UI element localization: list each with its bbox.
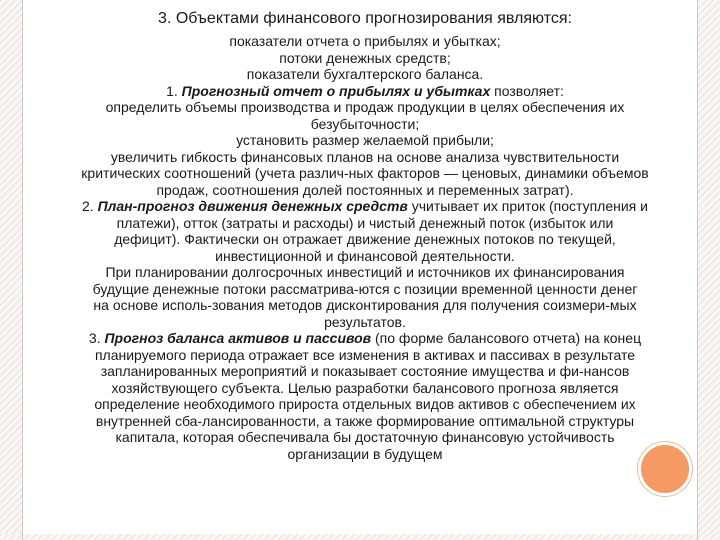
- section2-line: будущие денежные потоки рассматрива-ются с позиции временной ценности денег: [92, 280, 638, 297]
- section2-line: инвестиционной и финансовой деятельности.: [215, 247, 515, 264]
- section1-heading-line: [30, 83, 700, 100]
- section2-line: При планировании долгосрочных инвестиций и источников их финансирования: [105, 264, 625, 280]
- section1-heading: Прогнозный отчет о прибылях и убытках: [181, 82, 491, 99]
- section3-line: организации в будущем: [287, 445, 443, 462]
- section1-line: критических соотношений (учета различ-ных факторов — ценовых, динамики объемов: [81, 165, 649, 181]
- section1-line: продаж, соотношения долей постоянных и переменных затрат).: [156, 181, 574, 198]
- section1-heading-rest: позволяет:: [490, 82, 564, 99]
- section3-heading-rest: (по форме балансового отчета) на конец: [371, 330, 642, 346]
- section1-line: увеличить гибкость финансовых планов на основе анализа чувствительности: [110, 148, 620, 165]
- section2-line: платежи), отток (затраты и расходы) и чистый денежный поток (избыток или: [116, 214, 614, 231]
- section2-heading: План-прогноз движения денежных средств: [97, 198, 408, 214]
- section3-heading-line: [30, 330, 700, 347]
- objects-item: потоки денежных средств;: [279, 49, 451, 66]
- section2-number: 2.: [82, 198, 98, 214]
- section1-line: безубыточности;: [310, 115, 420, 132]
- section3-line: планируемого периода отражает все изменения в активах и пассивах в результате: [94, 346, 636, 363]
- section2-heading-line: [30, 198, 700, 215]
- section1-line: установить размер желаемой прибыли;: [236, 132, 494, 148]
- section3-number: 3.: [88, 330, 105, 346]
- left-border-rule: [22, 0, 23, 540]
- objects-item: показатели отчета о прибылях и убытках;: [229, 33, 501, 49]
- right-border-pattern: [698, 0, 720, 540]
- slide-title: 3. Объектами финансового прогнозирования являются:: [158, 10, 572, 27]
- section3-line: внутренней сба-лансированности, а также формирование оптимальной структуры: [95, 412, 635, 429]
- section3-line: хозяйствующего субъекта. Целью разработки балансового прогноза является: [111, 379, 619, 396]
- objects-item: показатели бухгалтерского баланса.: [246, 66, 484, 82]
- section2-heading-rest: учитывает их приток (поступления и: [407, 198, 648, 214]
- section1-line: определить объемы производства и продаж продукции в целях обеспечения их: [105, 99, 625, 115]
- section1-number: 1.: [166, 82, 182, 99]
- section2-line: дефицит). Фактически он отражает движение денежных потоков по текущей,: [114, 231, 616, 247]
- bottom-border-pattern: [0, 534, 720, 540]
- section2-line: результатов.: [324, 313, 406, 330]
- section3-line: определение необходимого прироста отдельных видов активов с обеспечением их: [94, 396, 636, 412]
- section3-heading: Прогноз баланса активов и пассивов: [104, 330, 372, 346]
- section2-line: на основе исполь-зования методов дисконтирования для получения соизмери-мых: [93, 297, 637, 313]
- section3-line: капитала, которая обеспечивала бы достаточную финансовую устойчивость: [115, 429, 615, 445]
- slide-content: [30, 8, 700, 462]
- decorative-circle: [638, 442, 692, 496]
- left-border-pattern: [0, 0, 22, 540]
- section3-line: запланированных мероприятий и показывает состояние имущества и фи-нансов: [100, 363, 630, 379]
